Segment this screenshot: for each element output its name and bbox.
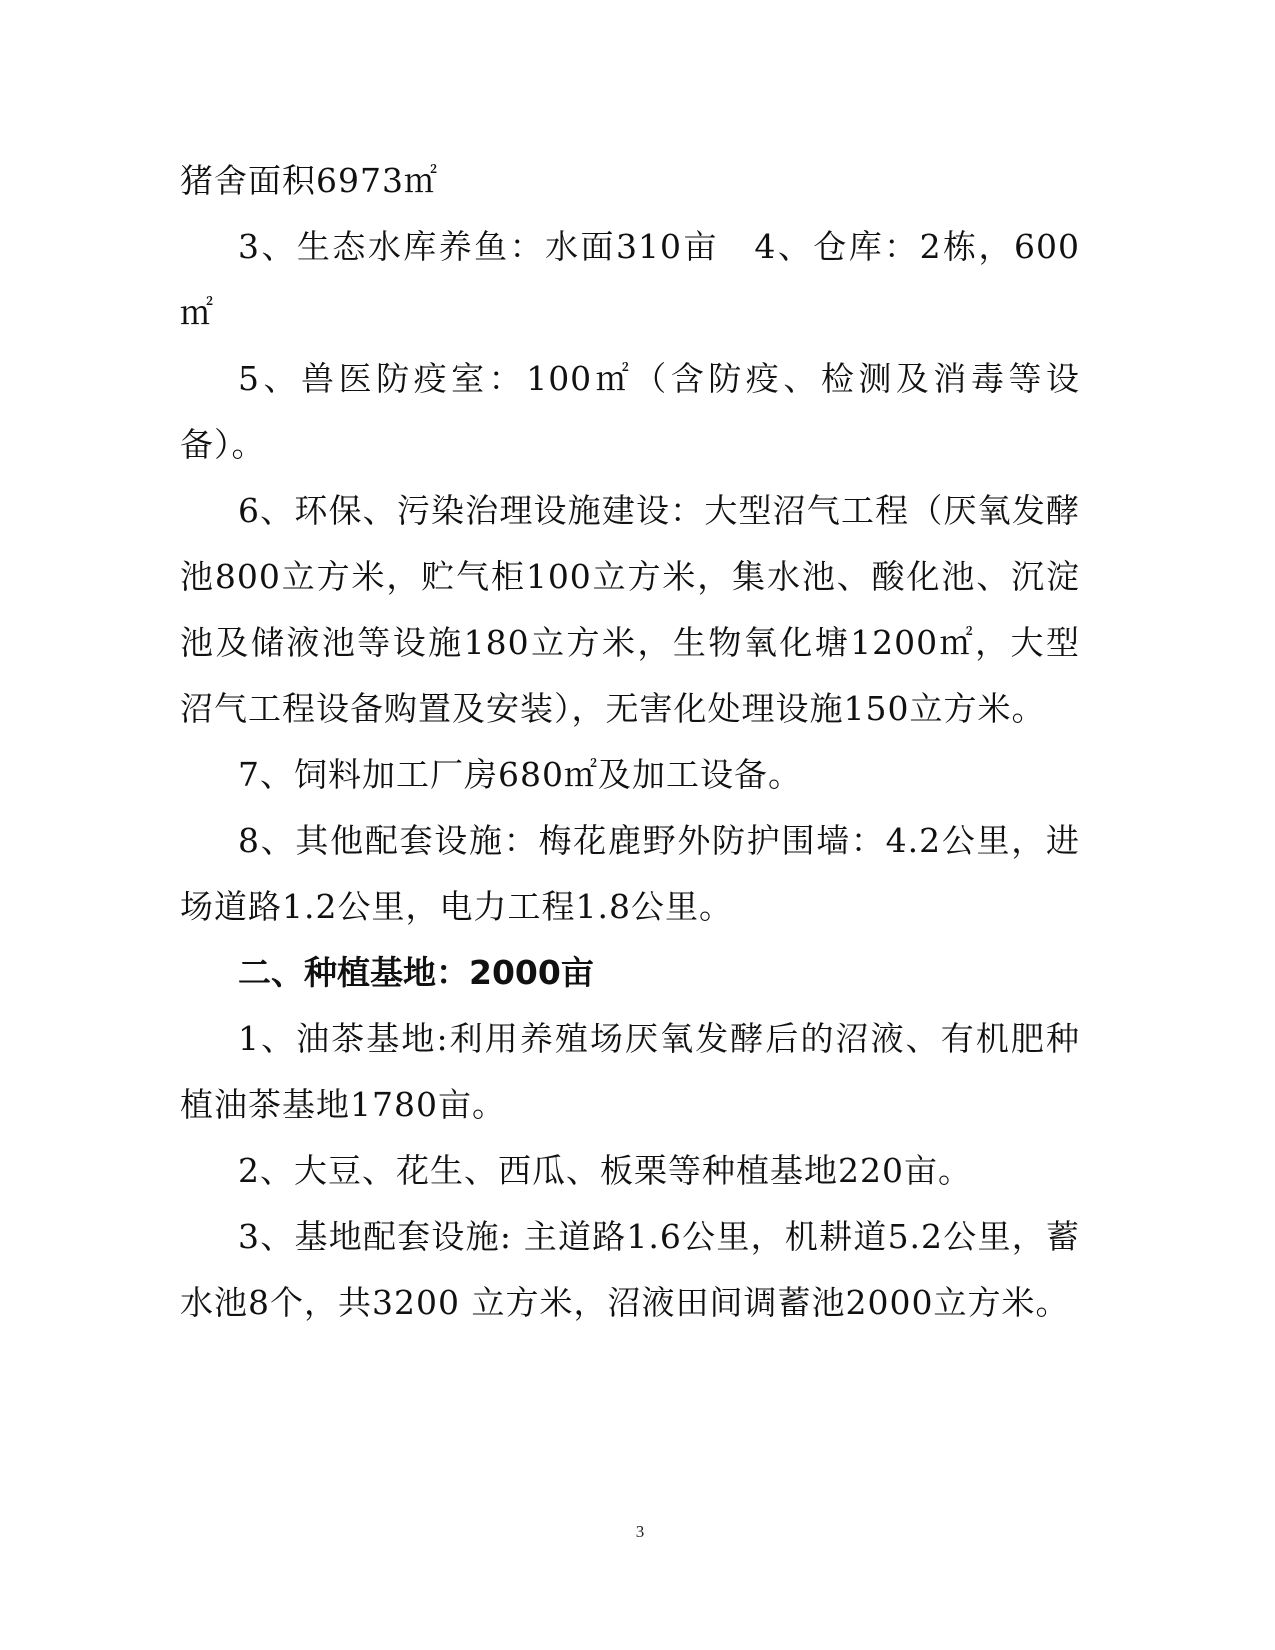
paragraph-environmental-facilities: 6、环保、污染治理设施建设：大型沼气工程（厌氧发酵池800立方米，贮气柜100立方米，集水池、酸化池、沉淀池及储液池等设施180立方米，生物氧化塘1200㎡，大型沼气工程设备购置及安装），无害化处理设施150立方米。 [180,491,1080,728]
section-heading-planting-base: 二、种植基地：2000亩 [238,953,594,992]
paragraph-pig-house-area: 猪舍面积6973㎡ [180,161,438,200]
paragraph-camellia-base: 1、油茶基地:利用养殖场厌氧发酵后的沼液、有机肥种植油茶基地1780亩。 [180,1019,1080,1124]
page-number: 3 [635,1522,645,1541]
paragraph-feed-factory: 7、饲料加工厂房680㎡及加工设备。 [238,755,802,794]
paragraph-fish-and-warehouse: 3、生态水库养鱼：水面310亩 4、仓库：2栋，600㎡ [180,227,1080,332]
paragraph-vet-room: 5、兽医防疫室：100㎡（含防疫、检测及消毒等设备）。 [180,359,1080,464]
document-body [180,148,1080,1336]
paragraph-crops-base: 2、大豆、花生、西瓜、板栗等种植基地220亩。 [238,1151,972,1190]
paragraph-other-facilities: 8、其他配套设施：梅花鹿野外防护围墙：4.2公里，进场道路1.2公里，电力工程1.8公里。 [180,821,1080,926]
paragraph-base-facilities: 3、基地配套设施: 主道路1.6公里，机耕道5.2公里，蓄水池8个，共3200 立方米，沼液田间调蓄池2000立方米。 [180,1217,1080,1322]
